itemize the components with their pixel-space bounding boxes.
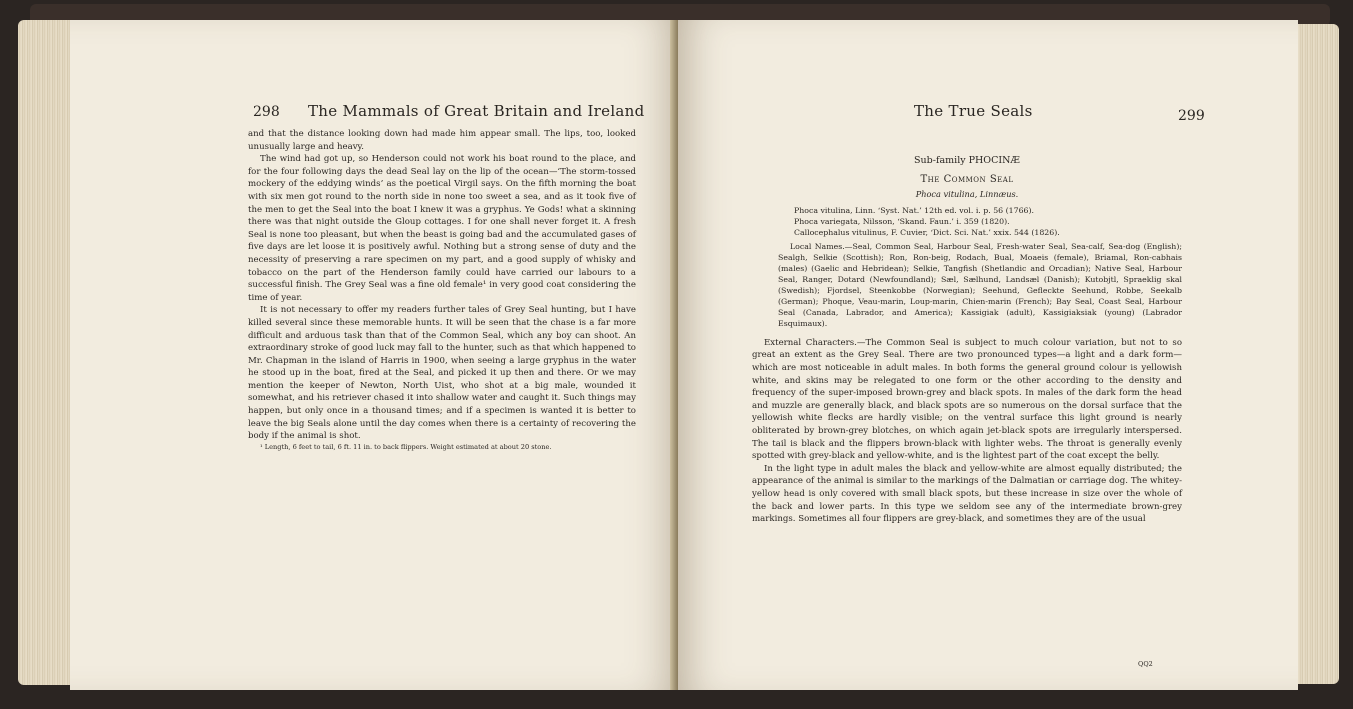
- species-title: The Common Seal: [920, 173, 1014, 185]
- left-page-number: 298: [253, 104, 280, 120]
- right-page-number: 299: [1178, 108, 1205, 124]
- left-paragraph-1: and that the distance looking down had made him appear small. The lips, too, looked unusually large and heavy.: [248, 129, 636, 152]
- synonym-3: Callocephalus vitulinus, F. Cuvier, ‘Dict. Sci. Nat.’ xxix. 544 (1826).: [794, 227, 1060, 237]
- left-page: [70, 20, 678, 690]
- signature-mark: QQ2: [1138, 660, 1153, 668]
- scientific-name: Phoca vitulina, Linnæus.: [915, 189, 1019, 200]
- synonym-1: Phoca vitulina, Linn. ‘Syst. Nat.’ 12th ed. vol. i. p. 56 (1766).: [794, 205, 1035, 215]
- left-running-head: The Mammals of Great Britain and Ireland: [308, 102, 645, 120]
- subfamily-heading: Sub-family PHOCINÆ: [914, 155, 1020, 166]
- left-paragraph-3: It is not necessary to offer my readers further tales of Grey Seal hunting, but I have killed several since these memorable hunts. It will be seen that the chase is a far more difficult and arduous task than that of the Common Seal, which any boy can shoot. An extraordinary stroke of good luck may fall to the hunter, such as that which happened to Mr. Chapman in the island of Harris in 1900, when seeing a large gryphus in the water he stood up in the boat, fired at the Seal, and picked it up then and there. Or we may mention the keeper of Newton, North Uist, who shot at a big male, wounded it somewhat, and his retriever chased it into shallow water and caught it. Such things may happen, but only once in a thousand times; and if a specimen is wanted it is better to leave the big Seals alone until the day comes when there is a certainty of recovering the body if the animal is shot.: [248, 305, 636, 442]
- page-edges-left: [18, 20, 78, 685]
- right-paragraph-1: External Characters.—The Common Seal is subject to much colour variation, but not to so great an extent as the Grey Seal. There are two pronounced types—a light and a dark form—which are most noticeable in adult males. In both forms the general ground colour is yellowish white, and skins may be relegated to one form or the other according to the density and frequency of the super-imposed brown-grey and black spots. In males of the dark form the head and muzzle are generally black, and black spots are so numerous on the dorsal surface that the yellowish white flecks are hardly visible; on the ventral surface this light ground is nearly obliterated by brown-grey blotches, on which again jet-black spots are irregularly interspersed. The tail is black and the flippers brown-black with lighter webs. The throat is generally evenly spotted with grey-black and yellow-white, and is the lightest part of the coat except the belly.: [752, 337, 1182, 462]
- synonym-2: Phoca variegata, Nilsson, ‘Skand. Faun.’ i. 359 (1820).: [794, 216, 1010, 226]
- right-paragraph-2: In the light type in adult males the black and yellow-white are almost equally distributed; the appearance of the animal is similar to the markings of the Dalmatian or carriage dog. The whitey-yellow head is only covered with small black spots, but these increase in size over the whole of the back and lower parts. In this type we seldom see any of the intermediate brown-grey markings. Sometimes all four flippers are grey-black, and sometimes they are of the usual: [752, 463, 1182, 525]
- left-paragraph-2: The wind had got up, so Henderson could not work his boat round to the place, and for the four following days the dead Seal lay on the lip of the ocean—‘The storm-tossed mockery of the eddying winds’ as the poetical Virgil says. On the fifth morning the boat with six men got round to the north side in none too sweet a sea, and as it took five of the men to get the Seal into the boat I knew it was a gryphus. Ye Gods! what a skinning there was that night outside the Gloup cottages. I for one shall never forget it. A fresh Seal is none too pleasant, but when the beast is going bad and the accumulated gases of five days are let loose it is positively awful. Nothing but a strong sense of duty and the necessity of preserving a rare specimen on my part, and a good supply of whisky and tobacco on the part of the Henderson family could have carried our labours to a successful finish. The Grey Seal was a fine old female¹ in very good coat considering the time of year.: [248, 154, 636, 303]
- left-body: [248, 128, 636, 452]
- right-running-head: The True Seals: [914, 102, 1033, 120]
- local-names: Local Names.—Seal, Common Seal, Harbour Seal, Fresh-water Seal, Sea-calf, Sea-dog (English); Sealgh, Selkie (Scottish); Ron, Ron-beig, Rodach, Bual, Moaeis (female), Briamal, Ron-cabhais (males) (Gaelic and Hebridean); Selkie, Tangfish (Shetlandic and Orcadian); Native Seal, Harbour Seal, Ranger, Dotard (Newfoundland); Sæl, Sælhund, Landsæl (Danish); Kutobjtl, Spraeklig skal (Swedish); Fjordsel, Steenkobbe (Norwegian); Seehund, Gefleckte Seehund, Robbe, Seekalb (German); Phoque, Veau-marin, Loup-marin, Chien-marin (French); Bay Seal, Coast Seal, Harbour Seal (Canada, Labrador, and America); Kassigiak (adult), Kassigiaksiak (young) (Labrador Esquimaux).: [778, 241, 1182, 328]
- left-footnote: ¹ Length, 6 feet to tail, 6 ft. 11 in. to back flippers. Weight estimated at about 20 stone.: [260, 442, 552, 451]
- right-page: [678, 20, 1298, 690]
- right-body: [752, 155, 1182, 526]
